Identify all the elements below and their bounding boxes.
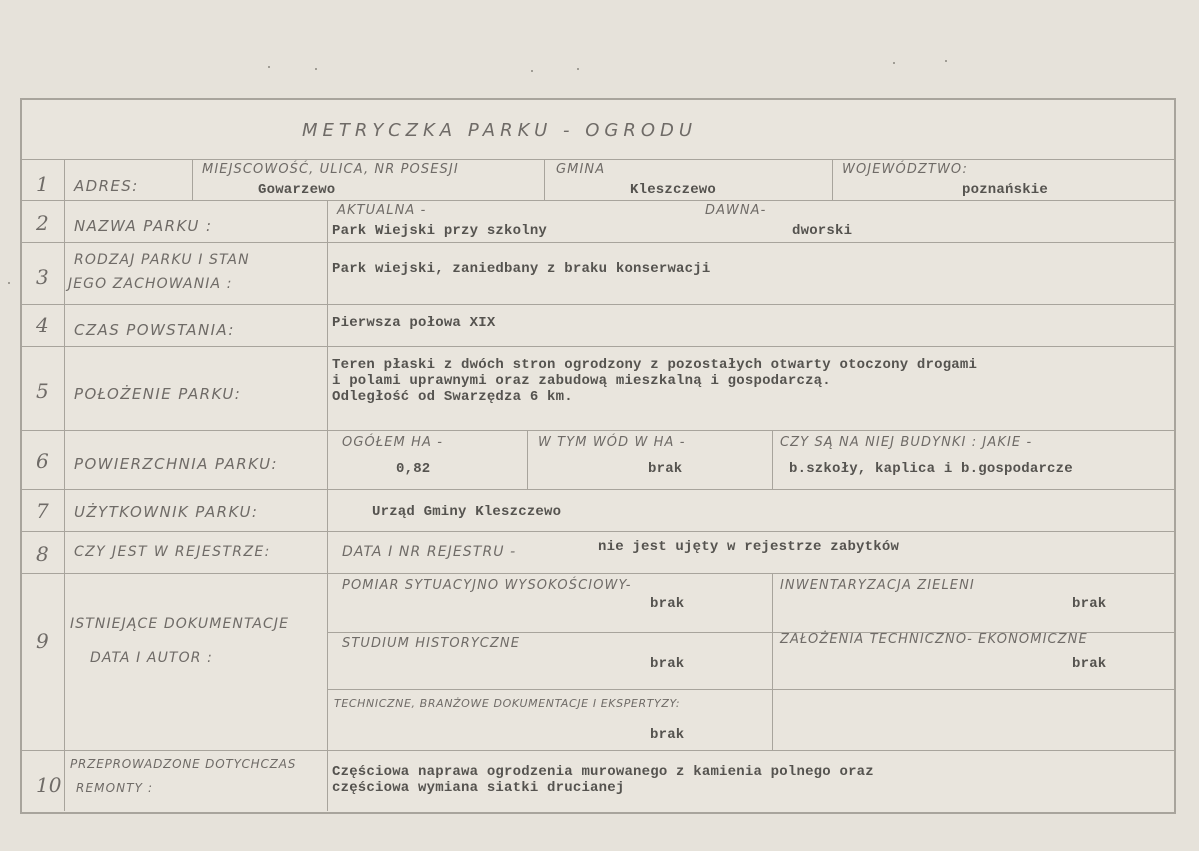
- creation-time-value: Pierwsza połowa XIX: [332, 315, 496, 331]
- technical-docs-heading: TECHNICZNE, BRANŻOWE DOKUMENTACJE I EKSPERTYZY:: [334, 697, 681, 710]
- row-number: 6: [36, 449, 49, 473]
- creation-time-label: CZAS POWSTANIA:: [74, 321, 235, 339]
- water-area-value: brak: [648, 461, 683, 477]
- park-record-card: [20, 98, 1176, 814]
- technical-docs-value: brak: [650, 727, 685, 743]
- row-number: 3: [36, 265, 49, 289]
- greenery-inventory-value: brak: [1072, 596, 1107, 612]
- register-label: CZY JEST W REJESTRZE:: [74, 544, 271, 560]
- card-title: METRYCZKA PARKU - OGRODU: [302, 120, 698, 141]
- historical-study-heading: STUDIUM HISTORYCZNE: [342, 636, 521, 651]
- park-user-label: UŻYTKOWNIK PARKU:: [74, 503, 259, 521]
- row-documentation: [22, 573, 1174, 751]
- buildings-value: b.szkoły, kaplica i b.gospodarcze: [789, 461, 1073, 477]
- row-number: 10: [36, 773, 62, 797]
- row-area: [22, 430, 1174, 490]
- location-line-1: Teren płaski z dwóch stron ogrodzony z pozostałych otwarty otoczony drogami: [332, 357, 978, 373]
- row-number: 7: [36, 499, 49, 523]
- row-location: [22, 346, 1174, 431]
- total-area-value: 0,82: [396, 461, 431, 477]
- row-number: 5: [36, 379, 49, 403]
- documentation-label-line1: ISTNIEJĄCE DOKUMENTACJE: [70, 616, 290, 632]
- repairs-label-line2: REMONTY :: [76, 781, 154, 795]
- survey-heading: POMIAR SYTUACYJNO WYSOKOŚCIOWY-: [342, 578, 632, 593]
- commune-value: Kleszczewo: [630, 182, 717, 198]
- row-number: 9: [36, 629, 49, 653]
- row-park-user: [22, 489, 1174, 532]
- park-user-value: Urząd Gminy Kleszczewo: [372, 504, 562, 520]
- technical-economic-heading: ZAŁOŻENIA TECHNICZNO- EKONOMICZNE: [780, 632, 1088, 647]
- park-type-label-line1: RODZAJ PARKU I STAN: [74, 252, 250, 268]
- current-name-value: Park Wiejski przy szkolny: [332, 223, 548, 239]
- row-address: [22, 159, 1174, 201]
- park-type-label-line2: JEGO ZACHOWANIA :: [68, 276, 233, 292]
- former-name-heading: DAWNA-: [705, 203, 767, 218]
- register-value: nie jest ujęty w rejestrze zabytków: [598, 539, 900, 555]
- row-number: 4: [36, 313, 49, 337]
- location-label: POŁOŻENIE PARKU:: [74, 385, 242, 403]
- locality-heading: MIEJSCOWOŚĆ, ULICA, NR POSESJI: [202, 162, 459, 177]
- technical-economic-value: brak: [1072, 656, 1107, 672]
- row-park-name: [22, 200, 1174, 243]
- current-name-heading: AKTUALNA -: [337, 203, 427, 218]
- survey-value: brak: [650, 596, 685, 612]
- row-number: 2: [36, 211, 49, 235]
- location-line-2: i polami uprawnymi oraz zabudową mieszkalną i gospodarczą.: [332, 373, 831, 389]
- row-creation-time: [22, 304, 1174, 347]
- voivodeship-heading: WOJEWÓDZTWO:: [842, 162, 968, 177]
- row-park-type: [22, 242, 1174, 305]
- repairs-line-2: częściowa wymiana siatki drucianej: [332, 780, 625, 796]
- park-type-value: Park wiejski, zaniedbany z braku konserwacji: [332, 261, 711, 277]
- area-label: POWIERZCHNIA PARKU:: [74, 455, 278, 473]
- row-register: [22, 531, 1174, 574]
- register-heading: DATA I NR REJESTRU -: [342, 544, 517, 560]
- row-number: 8: [36, 542, 49, 566]
- total-area-heading: OGÓŁEM HA -: [342, 435, 443, 450]
- commune-heading: GMINA: [556, 162, 606, 177]
- documentation-label-line2: DATA I AUTOR :: [90, 650, 213, 666]
- park-name-label: NAZWA PARKU :: [74, 217, 213, 235]
- voivodeship-value: poznańskie: [962, 182, 1049, 198]
- buildings-heading: CZY SĄ NA NIEJ BUDYNKI : JAKIE -: [780, 435, 1033, 450]
- historical-study-value: brak: [650, 656, 685, 672]
- former-name-value: dworski: [792, 223, 853, 239]
- locality-value: Gowarzewo: [258, 182, 336, 198]
- row-number: 1: [36, 172, 49, 196]
- repairs-line-1: Częściowa naprawa ogrodzenia murowanego z kamienia polnego oraz: [332, 764, 874, 780]
- address-label: ADRES:: [74, 177, 139, 195]
- water-area-heading: W TYM WÓD W HA -: [538, 435, 686, 450]
- location-line-3: Odległość od Swarzędza 6 km.: [332, 389, 573, 405]
- greenery-inventory-heading: INWENTARYZACJA ZIELENI: [780, 578, 975, 593]
- repairs-label-line1: PRZEPROWADZONE DOTYCHCZAS: [70, 757, 297, 771]
- row-repairs: [22, 750, 1174, 811]
